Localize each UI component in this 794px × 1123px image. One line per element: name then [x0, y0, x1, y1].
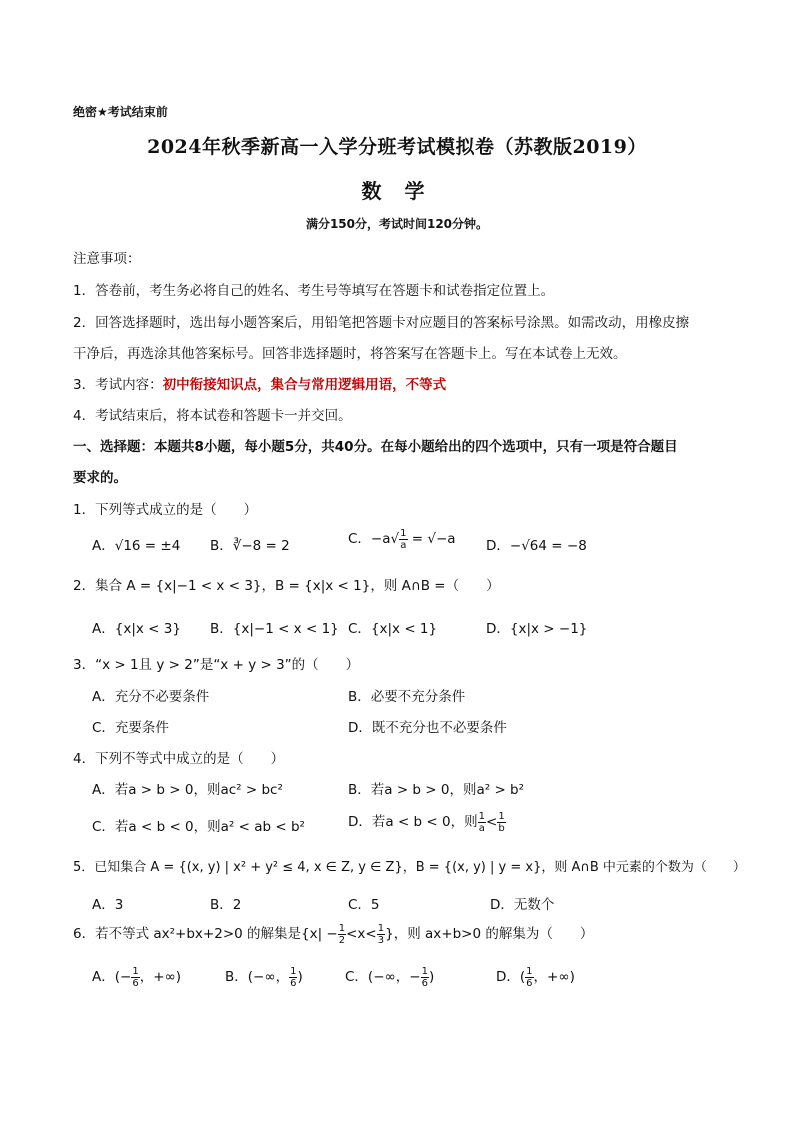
question-4-option-b: B．若a > b > 0，则a² > b²: [348, 782, 525, 798]
question-2-option-a: A．{x|x < 3}: [92, 621, 181, 637]
question-3-option-b: B．必要不充分条件: [348, 689, 466, 705]
question-1-option-d: D．−√64 = −8: [486, 538, 587, 554]
fraction-denominator: a: [400, 539, 407, 551]
fraction-denominator: a: [478, 822, 485, 834]
question-4-option-d-prefix: D．若a < b < 0，则: [348, 814, 478, 830]
fraction-1-over-a: [399, 528, 407, 551]
fraction-numerator: 1: [290, 965, 297, 977]
question-6-stem-prefix: 6．若不等式 ax²+bx+2>0 的解集是{x| −: [73, 926, 338, 942]
question-6-option-b: [225, 965, 303, 989]
note-3: [73, 373, 446, 393]
fraction-denominator: 6: [132, 977, 139, 989]
subject-title: 数 学: [361, 179, 433, 203]
option-prefix: B．(−∞，: [225, 969, 290, 985]
option-suffix: ): [297, 969, 303, 985]
exam-title: 2024年秋季新高一入学分班考试模拟卷（苏教版2019）: [147, 136, 647, 158]
note-3-prefix: 3．考试内容：: [73, 377, 163, 393]
question-1-option-c-prefix: C．−a: [348, 531, 391, 547]
fraction-denominator: 6: [526, 977, 533, 989]
question-6-stem: [73, 922, 593, 946]
section-heading-line-1: 一、选择题：本题共8小题，每小题5分，共40分。在每小题给出的四个选项中，只有一项是符合题目: [73, 439, 678, 455]
question-5-option-a: A．3: [92, 897, 124, 913]
fraction-numerator: 1: [498, 810, 505, 822]
option-suffix: ，+∞): [139, 969, 182, 985]
fraction-numerator: 1: [526, 965, 533, 977]
option-prefix: D．(: [496, 969, 526, 985]
question-6-option-a: [92, 965, 181, 989]
question-4-stem: 4．下列不等式中成立的是（ ）: [73, 751, 285, 767]
fraction-denominator: 6: [421, 977, 428, 989]
question-3-option-d: D．既不充分也不必要条件: [348, 720, 507, 736]
question-2-option-d: D．{x|x > −1}: [486, 621, 588, 637]
option-prefix: C．(−∞，−: [345, 969, 421, 985]
question-4-option-a: A．若a > b > 0，则ac² > bc²: [92, 782, 283, 798]
fraction-denominator: b: [498, 822, 505, 834]
question-1-option-a: A．√16 = ±4: [92, 538, 181, 554]
question-4-option-c: C．若a < b < 0，则a² < ab < b²: [92, 819, 305, 835]
fraction-1-over-a: [478, 811, 486, 834]
question-3-stem: 3．“x > 1且 y > 2”是“x + y > 3”的（ ）: [73, 657, 360, 673]
fraction-denominator: 2: [338, 934, 346, 946]
question-6-stem-middle: <x<: [346, 926, 377, 942]
question-4-option-d: [348, 810, 506, 834]
option-suffix: ): [428, 969, 435, 985]
question-5-stem: 5．已知集合 A = {(x, y) | x² + y² ≤ 4, x ∈ Z, y ∈ Z}，B = {(x, y) | y = x}，则 A∩B 中元素的个数为（ ）: [73, 860, 746, 875]
fraction-numerator: 1: [132, 965, 139, 977]
question-3-option-a: A．充分不必要条件: [92, 689, 210, 705]
fraction-numerator: 1: [400, 527, 407, 539]
fraction-1-over-3: [377, 923, 385, 946]
question-1-stem: 1．下列等式成立的是（ ）: [73, 502, 258, 518]
question-2-stem: 2．集合 A = {x|−1 < x < 3}，B = {x|x < 1}，则 A∩B =（ ）: [73, 578, 500, 594]
exam-content-scope: 初中衔接知识点，集合与常用逻辑用语，不等式: [162, 377, 447, 393]
question-2-option-c: C．{x|x < 1}: [348, 621, 438, 637]
note-1: 1．答卷前，考生务必将自己的姓名、考生号等填写在答题卡和试卷指定位置上。: [73, 283, 555, 299]
fraction-1-over-b: [497, 811, 505, 834]
question-2-option-b: B．{x|−1 < x < 1}: [210, 621, 339, 637]
fraction-numerator: 1: [478, 810, 485, 822]
fraction-numerator: 1: [421, 965, 428, 977]
confidential-label: 绝密★考试结束前: [73, 105, 168, 119]
score-time-info: 满分150分，考试时间120分钟。: [305, 217, 489, 231]
question-5-option-d: D．无数个: [490, 897, 555, 913]
question-5-option-b: B．2: [210, 897, 242, 913]
question-1-option-b: B．∛−8 = 2: [210, 538, 290, 554]
fraction-numerator: 1: [338, 922, 346, 934]
fraction-numerator: 1: [377, 922, 385, 934]
question-1-option-c: C．−a√ $\frac{1}{a}$ = √−a: [348, 527, 456, 551]
fraction-1-over-6: [131, 966, 139, 989]
fraction-1-over-6: [421, 966, 429, 989]
question-1-option-c-suffix: = √−a: [407, 531, 456, 547]
question-6-stem-suffix: }，则 ax+b>0 的解集为（ ）: [385, 926, 594, 942]
question-3-option-c: C．充要条件: [92, 720, 169, 736]
section-heading-line-2: 要求的。: [73, 470, 127, 486]
note-4: 4．考试结束后，将本试卷和答题卡一并交回。: [73, 408, 352, 424]
fraction-denominator: 3: [377, 934, 385, 946]
fraction-1-over-6: [525, 966, 533, 989]
question-6-option-d: [496, 965, 575, 989]
notes-heading: 注意事项：: [73, 251, 141, 267]
less-than-sign: <: [486, 814, 498, 830]
note-2-line-2: 干净后，再选涂其他答案标号。回答非选择题时，将答案写在答题卡上。写在本试卷上无效。: [73, 346, 627, 362]
question-5-option-c: C．5: [348, 897, 380, 913]
option-suffix: ，+∞): [533, 969, 575, 985]
fraction-denominator: 6: [290, 977, 297, 989]
note-2-line-1: 2．回答选择题时，选出每小题答案后，用铅笔把答题卡对应题目的答案标号涂黑。如需改动，用橡皮擦: [73, 315, 690, 331]
question-6-option-c: [345, 965, 434, 989]
option-prefix: A．(−: [92, 969, 132, 985]
fraction-1-over-2: [338, 923, 346, 946]
